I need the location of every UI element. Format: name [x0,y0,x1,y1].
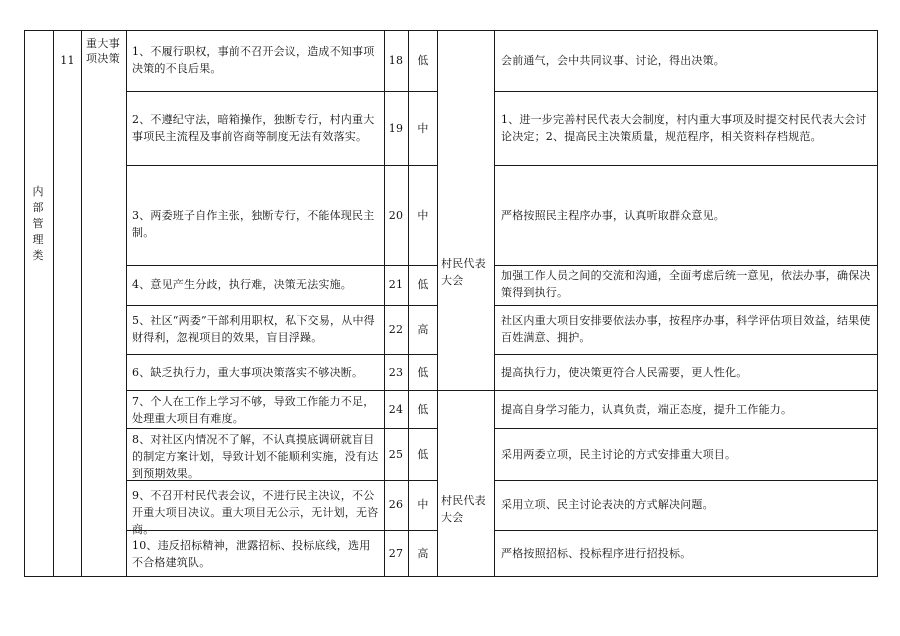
risk-text: 7、个人在工作上学习不够，导致工作能力不足，处理重大项目有难度。 [132,395,375,425]
row-divider [494,91,878,92]
row-divider [494,428,878,429]
risk-level: 高 [417,323,429,336]
table-col-divider [437,30,438,577]
responsible-divider [437,390,494,391]
group-title: 重大事项决策 [86,37,120,65]
row-divider [126,305,437,306]
measure-text: 加强工作人员之间的交流和沟通，全面考虑后统一意见，依法办事，确保决策得到执行。 [501,269,871,299]
risk-no: 20 [388,209,404,222]
risk-text: 2、不遵纪守法，暗箱操作，独断专行，村内重大事项民主流程及事前咨商等制度无法有效落实。 [132,113,375,143]
risk-no: 21 [388,278,404,291]
row-divider [494,390,878,391]
measure-text: 采用两委立项，民主讨论的方式安排重大项目。 [501,448,737,461]
row-divider [126,165,437,166]
row-divider [126,390,437,391]
responsible-party: 村民代表大会 [441,494,486,524]
risk-level: 低 [417,278,429,291]
risk-text: 8、对社区内情况不了解，不认真摸底调研就盲目的制定方案计划，导致计划不能顺利实施，没有达到预期效果。 [132,433,379,480]
risk-level: 低 [417,448,429,461]
risk-no: 22 [388,323,404,336]
risk-text: 6、缺乏执行力，重大事项决策落实不够决断。 [132,366,364,379]
row-divider [126,354,437,355]
measure-text: 1、进一步完善村民代表大会制度，村内重大事项及时提交村民代表大会讨论决定；2、提高民主决策质量，规范程序，相关资料存档规范。 [501,113,867,143]
measure-text: 会前通气，会中共同议事、讨论，得出决策。 [501,54,725,67]
row-divider [494,480,878,481]
risk-level: 低 [417,403,429,416]
risk-level: 低 [417,366,429,379]
table-border-bottom [24,576,878,577]
risk-no: 26 [388,498,404,511]
risk-text: 4、意见产生分歧，执行难，决策无法实施。 [132,278,352,291]
measure-text: 严格按照招标、投标程序进行招投标。 [501,547,692,560]
row-divider [494,305,878,306]
table-col-divider [53,30,54,577]
risk-no: 24 [388,403,404,416]
table-col-divider [384,30,385,577]
table-col-divider [126,30,127,577]
risk-level: 高 [417,547,429,560]
risk-text: 10、违反招标精神，泄露招标、投标底线，选用不合格建筑队。 [132,539,371,569]
measure-text: 严格按照民主程序办事，认真听取群众意见。 [501,209,725,222]
table-border-left [24,30,25,577]
risk-no: 25 [388,448,404,461]
risk-text: 3、两委班子自作主张，独断专行，不能体现民主制。 [132,209,375,239]
group-number: 11 [60,54,75,67]
risk-text: 9、不召开村民代表会议，不进行民主决议，不公开重大项目决议。重大项目无公示，无计划，无咨商。 [132,489,379,536]
measure-text: 社区内重大项目安排要依法办事，按程序办事，科学评估项目效益，结果使百姓满意、拥护。 [501,314,871,344]
risk-text: 1、不履行职权，事前不召开会议，造成不知事项决策的不良后果。 [132,45,375,75]
row-divider [494,354,878,355]
risk-level: 中 [417,209,429,222]
measure-text: 提高执行力，使决策更符合人民需要，更人性化。 [501,366,748,379]
row-divider [494,265,878,266]
row-divider [494,165,878,166]
risk-level: 中 [417,498,429,511]
risk-no: 18 [388,54,404,67]
measure-text: 提高自身学习能力，认真负责，端正态度，提升工作能力。 [501,403,793,416]
table-border-top [24,30,878,31]
row-divider [126,91,437,92]
table-border-right [877,30,878,577]
risk-level: 中 [417,122,429,135]
row-divider [126,265,437,266]
risk-no: 19 [388,122,404,135]
risk-text: 5、社区“两委”干部利用职权，私下交易，从中得财得利，忽视项目的效果，盲目浮躁。 [132,314,375,344]
risk-no: 27 [388,547,404,560]
measure-text: 采用立项、民主讨论表决的方式解决问题。 [501,498,714,511]
category-label: 内部管理类 [32,185,44,262]
responsible-party: 村民代表大会 [441,257,486,287]
risk-level: 低 [417,54,429,67]
row-divider [126,428,437,429]
table-col-divider [494,30,495,577]
table-col-divider [408,30,409,577]
row-divider [494,530,878,531]
risk-no: 23 [388,366,404,379]
table-col-divider [81,30,82,577]
